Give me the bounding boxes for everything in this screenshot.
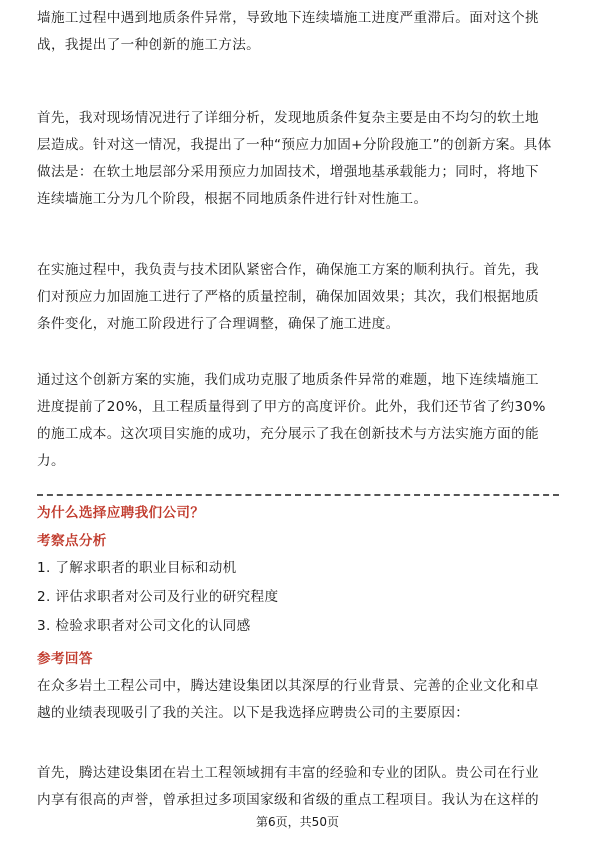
body-paragraph-4: 通过这个创新方案的实施，我们成功克服了地质条件异常的难题，地下连续墙施工 进度提前了20%，且工程质量得到了甲方的高度评价。此外，我们还节省了约30% 的施工成本。这次项目实施的成功，充分展示了我在创新技术与方法实施方面的能 力。 bbox=[37, 372, 546, 469]
analysis-list-item: 2. 评估求职者对公司及行业的研究程度 bbox=[37, 589, 279, 605]
question-title: 为什么选择应聘我们公司？ bbox=[37, 505, 205, 521]
answer-paragraph-1: 在众多岩土工程公司中，腾达建设集团以其深厚的行业背景、完善的企业文化和卓 越的业绩表现吸引了我的关注。以下是我选择应聘贵公司的主要原因： bbox=[37, 678, 539, 721]
analysis-list-item: 1. 了解求职者的职业目标和动机 bbox=[37, 560, 237, 576]
section-divider bbox=[37, 494, 559, 496]
analysis-list-item: 3. 检验求职者对公司文化的认同感 bbox=[37, 618, 251, 634]
body-paragraph-1: 墙施工过程中遇到地质条件异常，导致地下连续墙施工进度严重滞后。面对这个挑 战，我提出了一种创新的施工方法。 bbox=[37, 10, 539, 53]
page-number: 第6页，共50页 bbox=[256, 815, 339, 829]
answer-heading: 参考回答 bbox=[37, 651, 93, 667]
analysis-heading: 考察点分析 bbox=[37, 533, 107, 549]
body-paragraph-3: 在实施过程中，我负责与技术团队紧密合作，确保施工方案的顺利执行。首先，我 们对预应力加固施工进行了严格的质量控制，确保加固效果；其次，我们根据地质 条件变化，对施工阶段进行了合理调整，确保了施工进度。 bbox=[37, 262, 539, 332]
answer-paragraph-2: 首先，腾达建设集团在岩土工程领域拥有丰富的经验和专业的团队。贵公司在行业 内享有很高的声誉，曾承担过多项国家级和省级的重点工程项目。我认为在这样的 bbox=[37, 765, 539, 808]
body-paragraph-2: 首先，我对现场情况进行了详细分析，发现地质条件复杂主要是由不均匀的软土地 层造成。针对这一情况，我提出了一种“预应力加固+分阶段施工”的创新方案。具体 做法是：在软土地层部分采用预应力加固技术，增强地基承载能力；同时，将地下 连续墙施工分为几个阶段，根据不同地质条件进行针对性施工。 bbox=[37, 110, 552, 207]
